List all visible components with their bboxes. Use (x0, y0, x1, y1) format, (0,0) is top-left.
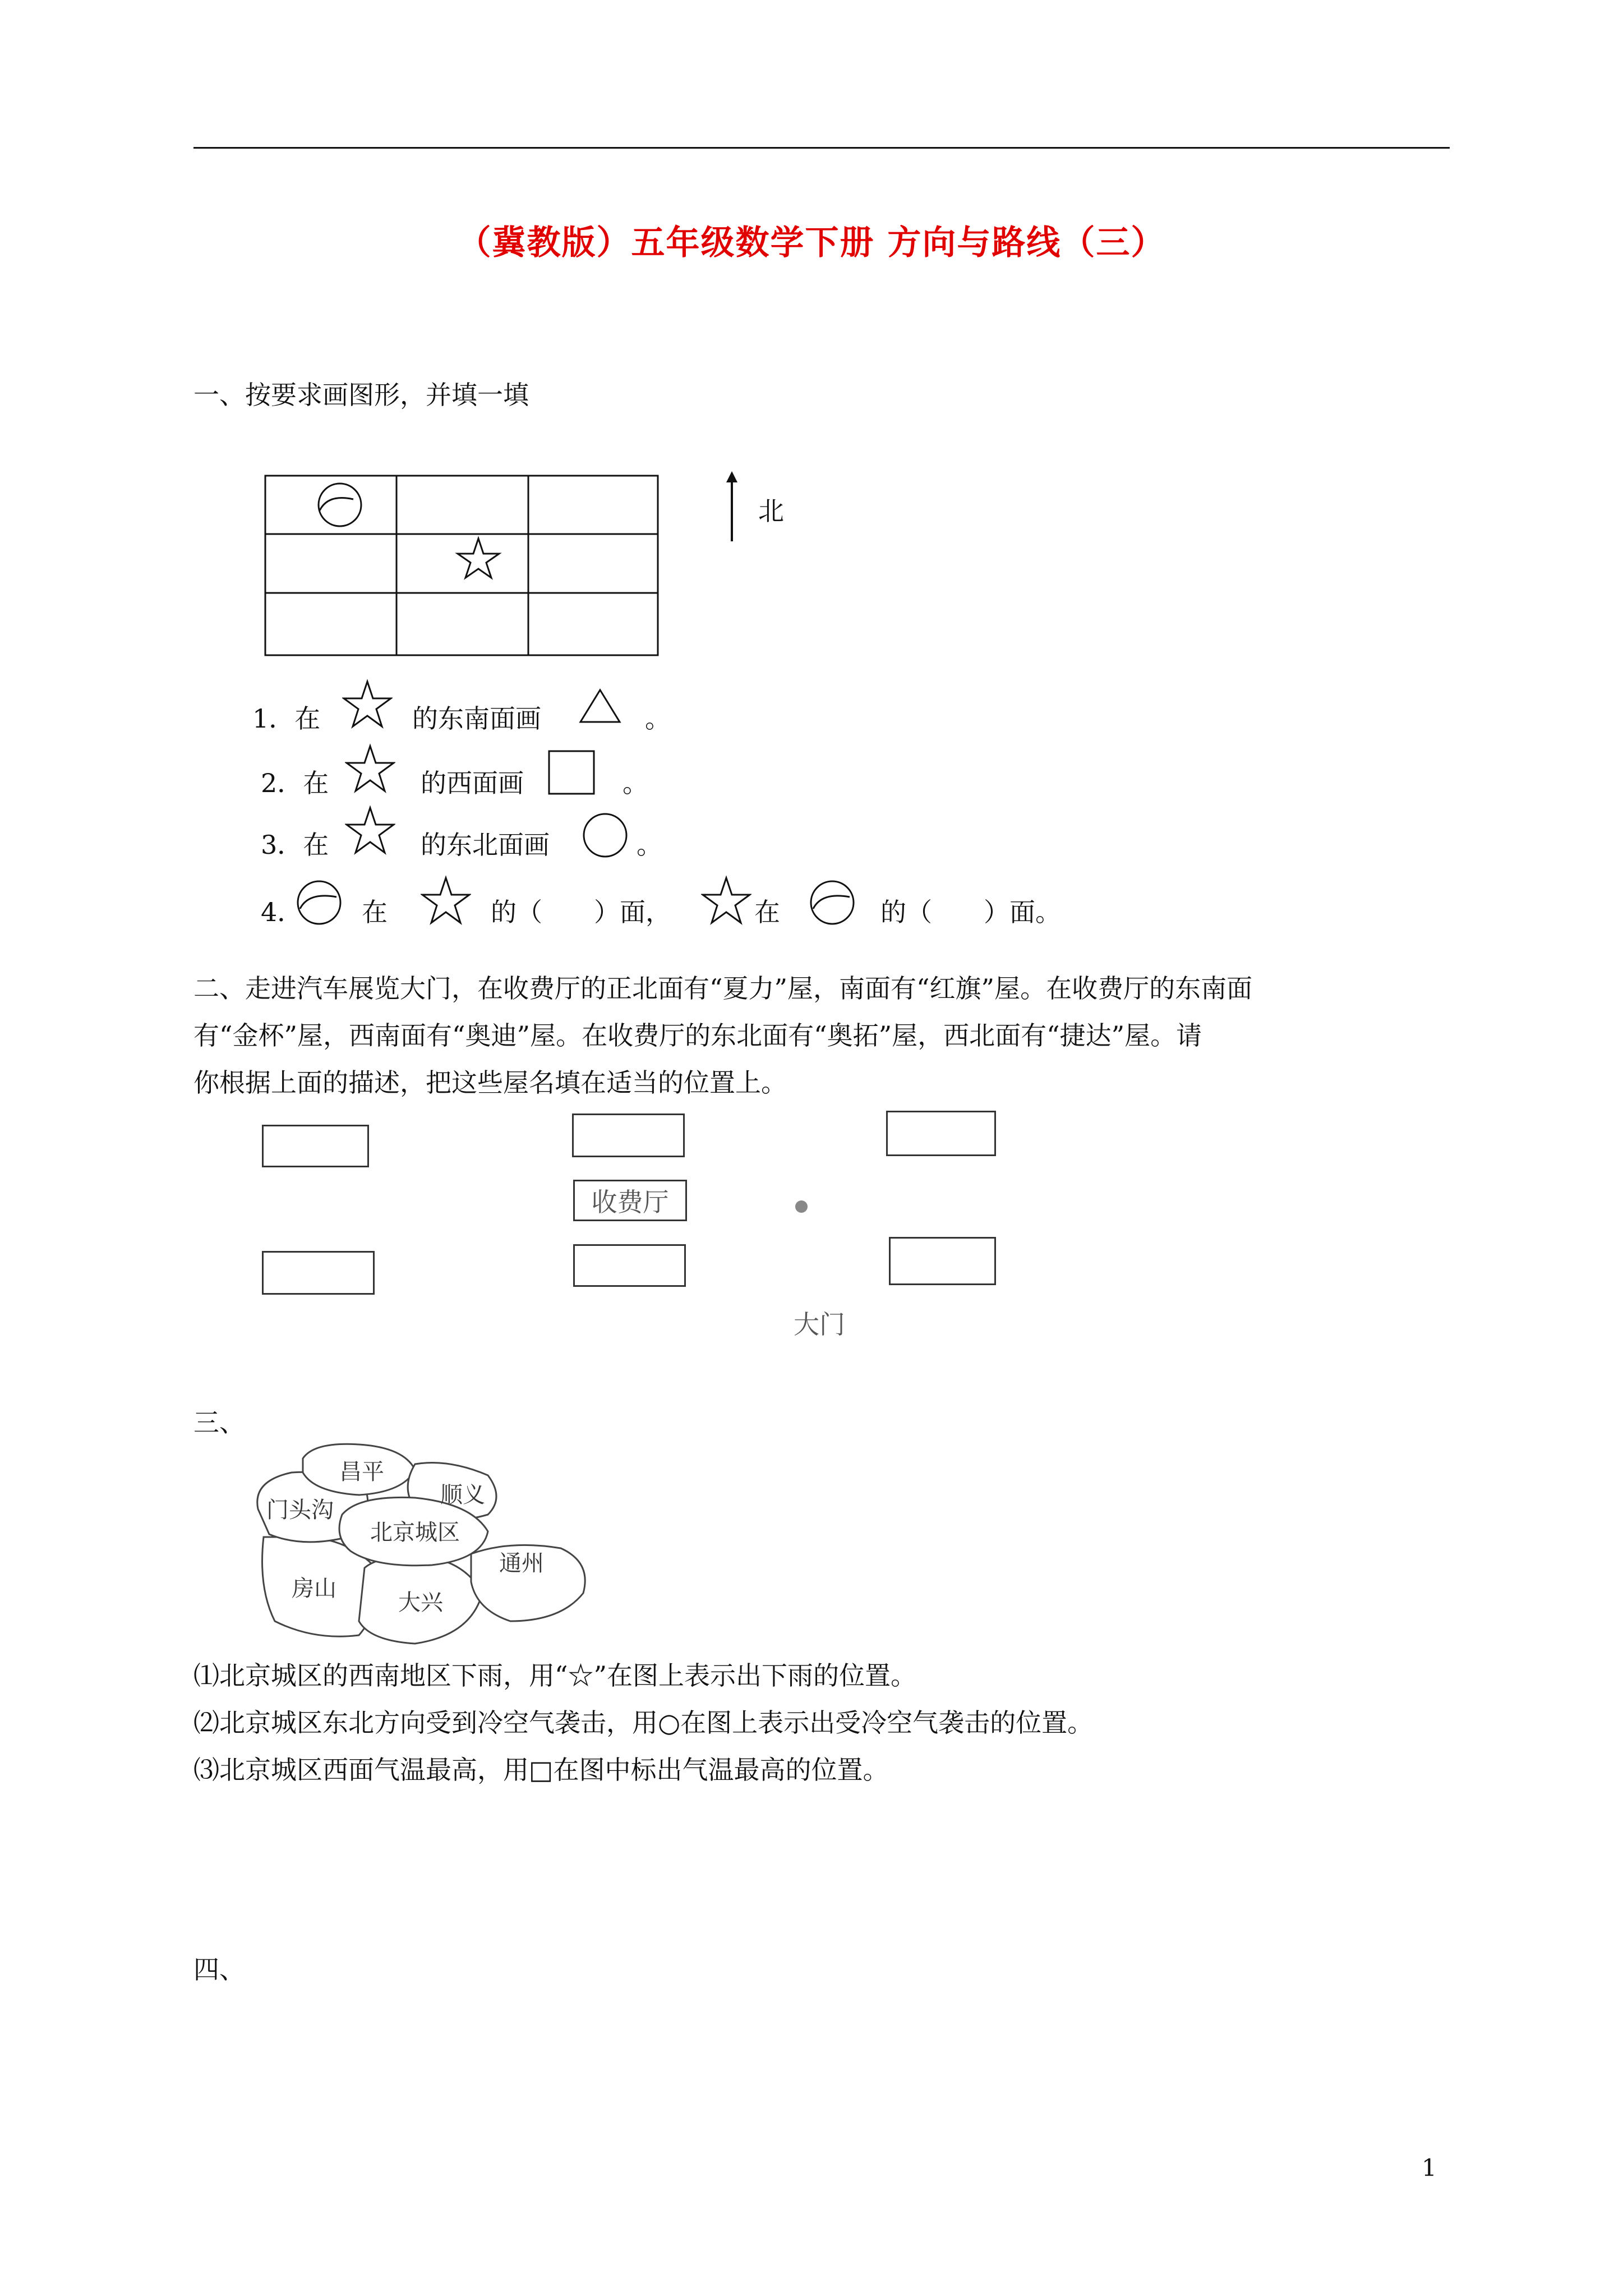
circle-icon (580, 811, 631, 861)
section3-items (193, 1652, 1450, 1793)
map-label-daxing: 大兴 (398, 1590, 443, 1616)
north-arrow-icon (721, 471, 743, 544)
map-label-mentougou: 门头沟 (266, 1497, 334, 1523)
house-box-northeast[interactable] (886, 1111, 996, 1156)
section4-heading: 四、 (193, 1954, 245, 1985)
house-box-north[interactable] (572, 1114, 685, 1157)
triangle-icon (578, 687, 623, 726)
north-label: 北 (758, 496, 784, 526)
section1-heading: 一、按要求画图形，并填一填 (193, 380, 529, 410)
q4-prefix: 4． (261, 897, 303, 927)
house-box-northwest[interactable] (262, 1125, 369, 1167)
square-icon (547, 749, 597, 797)
star-icon (458, 539, 499, 578)
star-icon (345, 805, 395, 855)
map-label-tongzhou: 通州 (499, 1550, 544, 1576)
q3-end: 。 (637, 830, 662, 860)
page-title: （冀教版）五年级数学下册 方向与路线（三） (457, 223, 1166, 263)
section2-line: 你根据上面的描述，把这些屋名填在适当的位置上。 (193, 1068, 787, 1098)
gate-dot (795, 1200, 808, 1213)
ball-icon (808, 878, 858, 928)
house-box-south[interactable] (573, 1244, 686, 1287)
q4-text-4: 的（ ）面。 (880, 897, 1061, 927)
section2-line: 二、走进汽车展览大门，在收费厅的正北面有“夏力”屋，南面有“红旗”屋。在收费厅的东南面 (193, 973, 1253, 1004)
q4-text-2: 的（ ）面， (491, 897, 671, 927)
map-label-changping: 昌平 (339, 1459, 384, 1485)
q1-prefix: 1．在 (252, 703, 321, 734)
q1-end: 。 (645, 703, 671, 734)
beijing-map (247, 1442, 606, 1649)
toll-booth-label: 收费厅 (591, 1187, 669, 1217)
section3-item: ⑴北京城区的西南地区下雨，用“☆”在图上表示出下雨的位置。 (193, 1660, 917, 1691)
q1-text: 的东南面画 (412, 703, 541, 734)
ball-icon (294, 878, 345, 928)
q2-end: 。 (623, 768, 648, 798)
header-rule (193, 147, 1450, 149)
map-label-shunyi: 顺义 (440, 1482, 485, 1508)
toll-booth-box (573, 1180, 687, 1221)
gate-label: 大门 (794, 1309, 845, 1340)
q3-prefix: 3．在 (261, 830, 329, 860)
q4-text-1: 在 (362, 897, 388, 927)
section2-line: 有“金杯”屋，西南面有“奥迪”屋。在收费厅的东北面有“奥拓”屋，西北面有“捷达”屋。请 (193, 1020, 1202, 1051)
star-icon (421, 875, 471, 926)
grid-border (265, 476, 658, 655)
q4-text-3: 在 (754, 897, 780, 927)
star-icon (345, 743, 395, 794)
house-box-southeast[interactable] (889, 1237, 996, 1285)
q2-prefix: 2．在 (261, 768, 329, 798)
ball-icon (319, 484, 361, 526)
section3-item: ⑵北京城区东北方向受到冷空气袭击，用○在图上表示出受冷空气袭击的位置。 (193, 1708, 1094, 1738)
q3-text: 的东北面画 (421, 830, 550, 860)
map-label-downtown: 北京城区 (370, 1520, 460, 1545)
map-label-fangshan: 房山 (292, 1576, 336, 1602)
section3-item: ⑶北京城区西面气温最高，用□在图中标出气温最高的位置。 (193, 1755, 889, 1785)
section3-heading: 三、 (193, 1407, 245, 1438)
star-icon (701, 875, 751, 926)
q2-text: 的西面画 (421, 768, 524, 798)
page-number: 1 (1422, 2154, 1437, 2182)
section2-text (193, 965, 1450, 1106)
star-icon (342, 679, 393, 729)
house-box-southwest[interactable] (262, 1251, 375, 1295)
grid-figure (264, 474, 662, 659)
